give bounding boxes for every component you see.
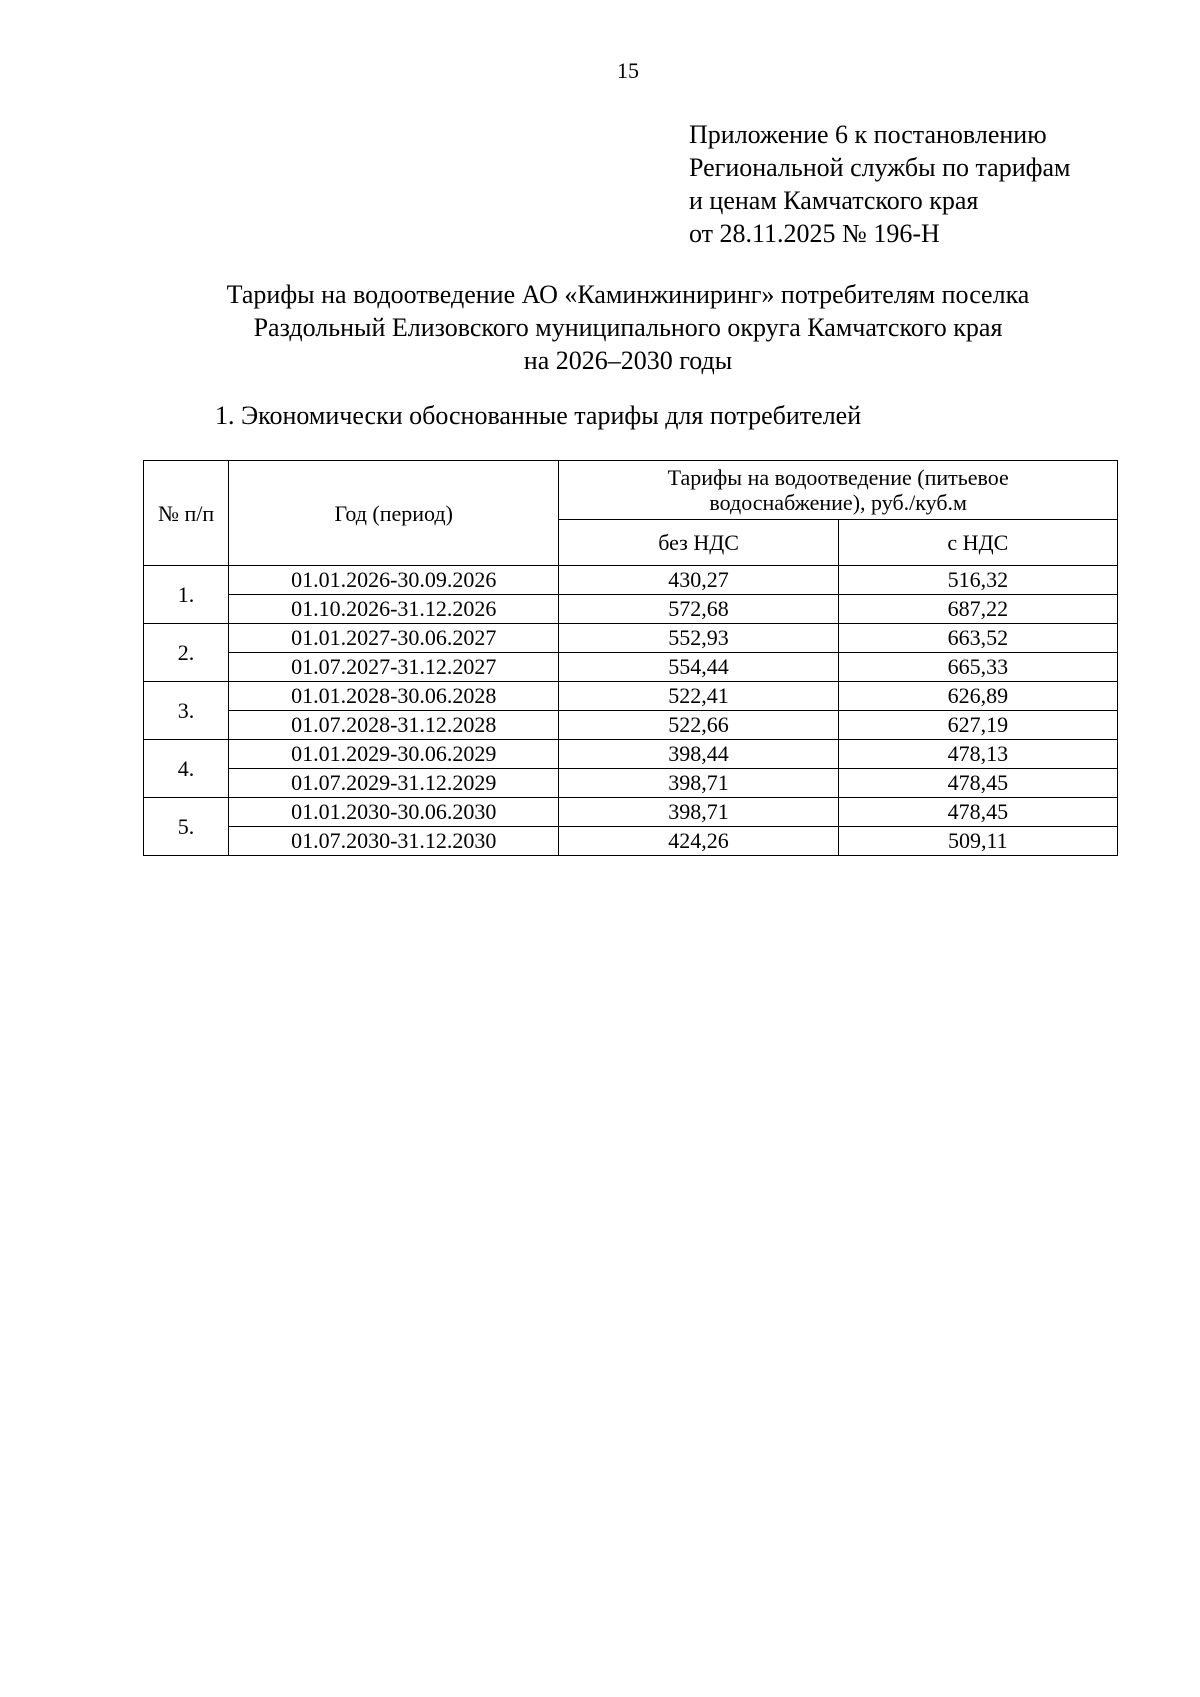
with-vat-cell: 627,19 [838,711,1117,740]
table-row [144,682,1118,711]
appendix-line: и ценам Камчатского края [689,186,979,215]
row-number: 4. [144,740,229,798]
row-number: 1. [144,566,229,624]
with-vat-cell: 663,52 [838,624,1117,653]
with-vat-cell: 478,45 [838,769,1117,798]
header-tariff-group-line: водоснабжение), руб./куб.м [709,490,967,515]
no-vat-cell: 554,44 [559,653,838,682]
title-line: Тарифы на водоотведение АО «Каминжиниринг» потребителям поселка [226,280,1030,309]
no-vat-cell: 398,44 [559,740,838,769]
no-vat-cell: 430,27 [559,566,838,595]
row-number: 5. [144,798,229,856]
table-row [144,827,1118,856]
with-vat-cell: 516,32 [838,566,1117,595]
table-row [144,595,1118,624]
table-row [144,653,1118,682]
period-cell: 01.01.2028-30.06.2028 [229,682,559,711]
header-tariff-group-line: Тарифы на водоотведение (питьевое [667,465,1009,490]
with-vat-cell: 478,45 [838,798,1117,827]
section-heading: 1. Экономически обоснованные тарифы для потребителей [215,401,862,430]
header-no-vat: без НДС [559,520,838,566]
period-cell: 01.10.2026-31.12.2026 [229,595,559,624]
period-cell: 01.01.2026-30.09.2026 [229,566,559,595]
table-row [144,740,1118,769]
appendix-reference [689,118,1070,250]
table-row [144,769,1118,798]
tariff-table [143,460,1118,856]
period-cell: 01.01.2027-30.06.2027 [229,624,559,653]
with-vat-cell: 478,13 [838,740,1117,769]
header-num: № п/п [144,461,229,566]
no-vat-cell: 552,93 [559,624,838,653]
header-period: Год (период) [229,461,559,566]
no-vat-cell: 522,66 [559,711,838,740]
with-vat-cell: 687,22 [838,595,1117,624]
table-row [144,798,1118,827]
no-vat-cell: 398,71 [559,769,838,798]
period-cell: 01.07.2027-31.12.2027 [229,653,559,682]
appendix-line: Региональной службы по тарифам [689,153,1071,182]
with-vat-cell: 665,33 [838,653,1117,682]
table-row [144,566,1118,595]
with-vat-cell: 509,11 [838,827,1117,856]
period-cell: 01.07.2030-31.12.2030 [229,827,559,856]
period-cell: 01.07.2028-31.12.2028 [229,711,559,740]
header-tariff-group [559,461,1118,520]
title-line: на 2026–2030 годы [523,346,733,375]
title-line: Раздольный Елизовского муниципального округа Камчатского края [253,313,1003,342]
appendix-line: Приложение 6 к постановлению [689,120,1047,149]
appendix-line: от 28.11.2025 № 196-Н [689,219,940,248]
row-number: 3. [144,682,229,740]
no-vat-cell: 522,41 [559,682,838,711]
no-vat-cell: 424,26 [559,827,838,856]
row-number: 2. [144,624,229,682]
page-number: 15 [617,58,639,83]
period-cell: 01.01.2030-30.06.2030 [229,798,559,827]
header-with-vat: с НДС [838,520,1117,566]
no-vat-cell: 572,68 [559,595,838,624]
no-vat-cell: 398,71 [559,798,838,827]
table-row [144,711,1118,740]
period-cell: 01.01.2029-30.06.2029 [229,740,559,769]
period-cell: 01.07.2029-31.12.2029 [229,769,559,798]
document-title [0,278,1200,377]
with-vat-cell: 626,89 [838,682,1117,711]
table-row [144,624,1118,653]
